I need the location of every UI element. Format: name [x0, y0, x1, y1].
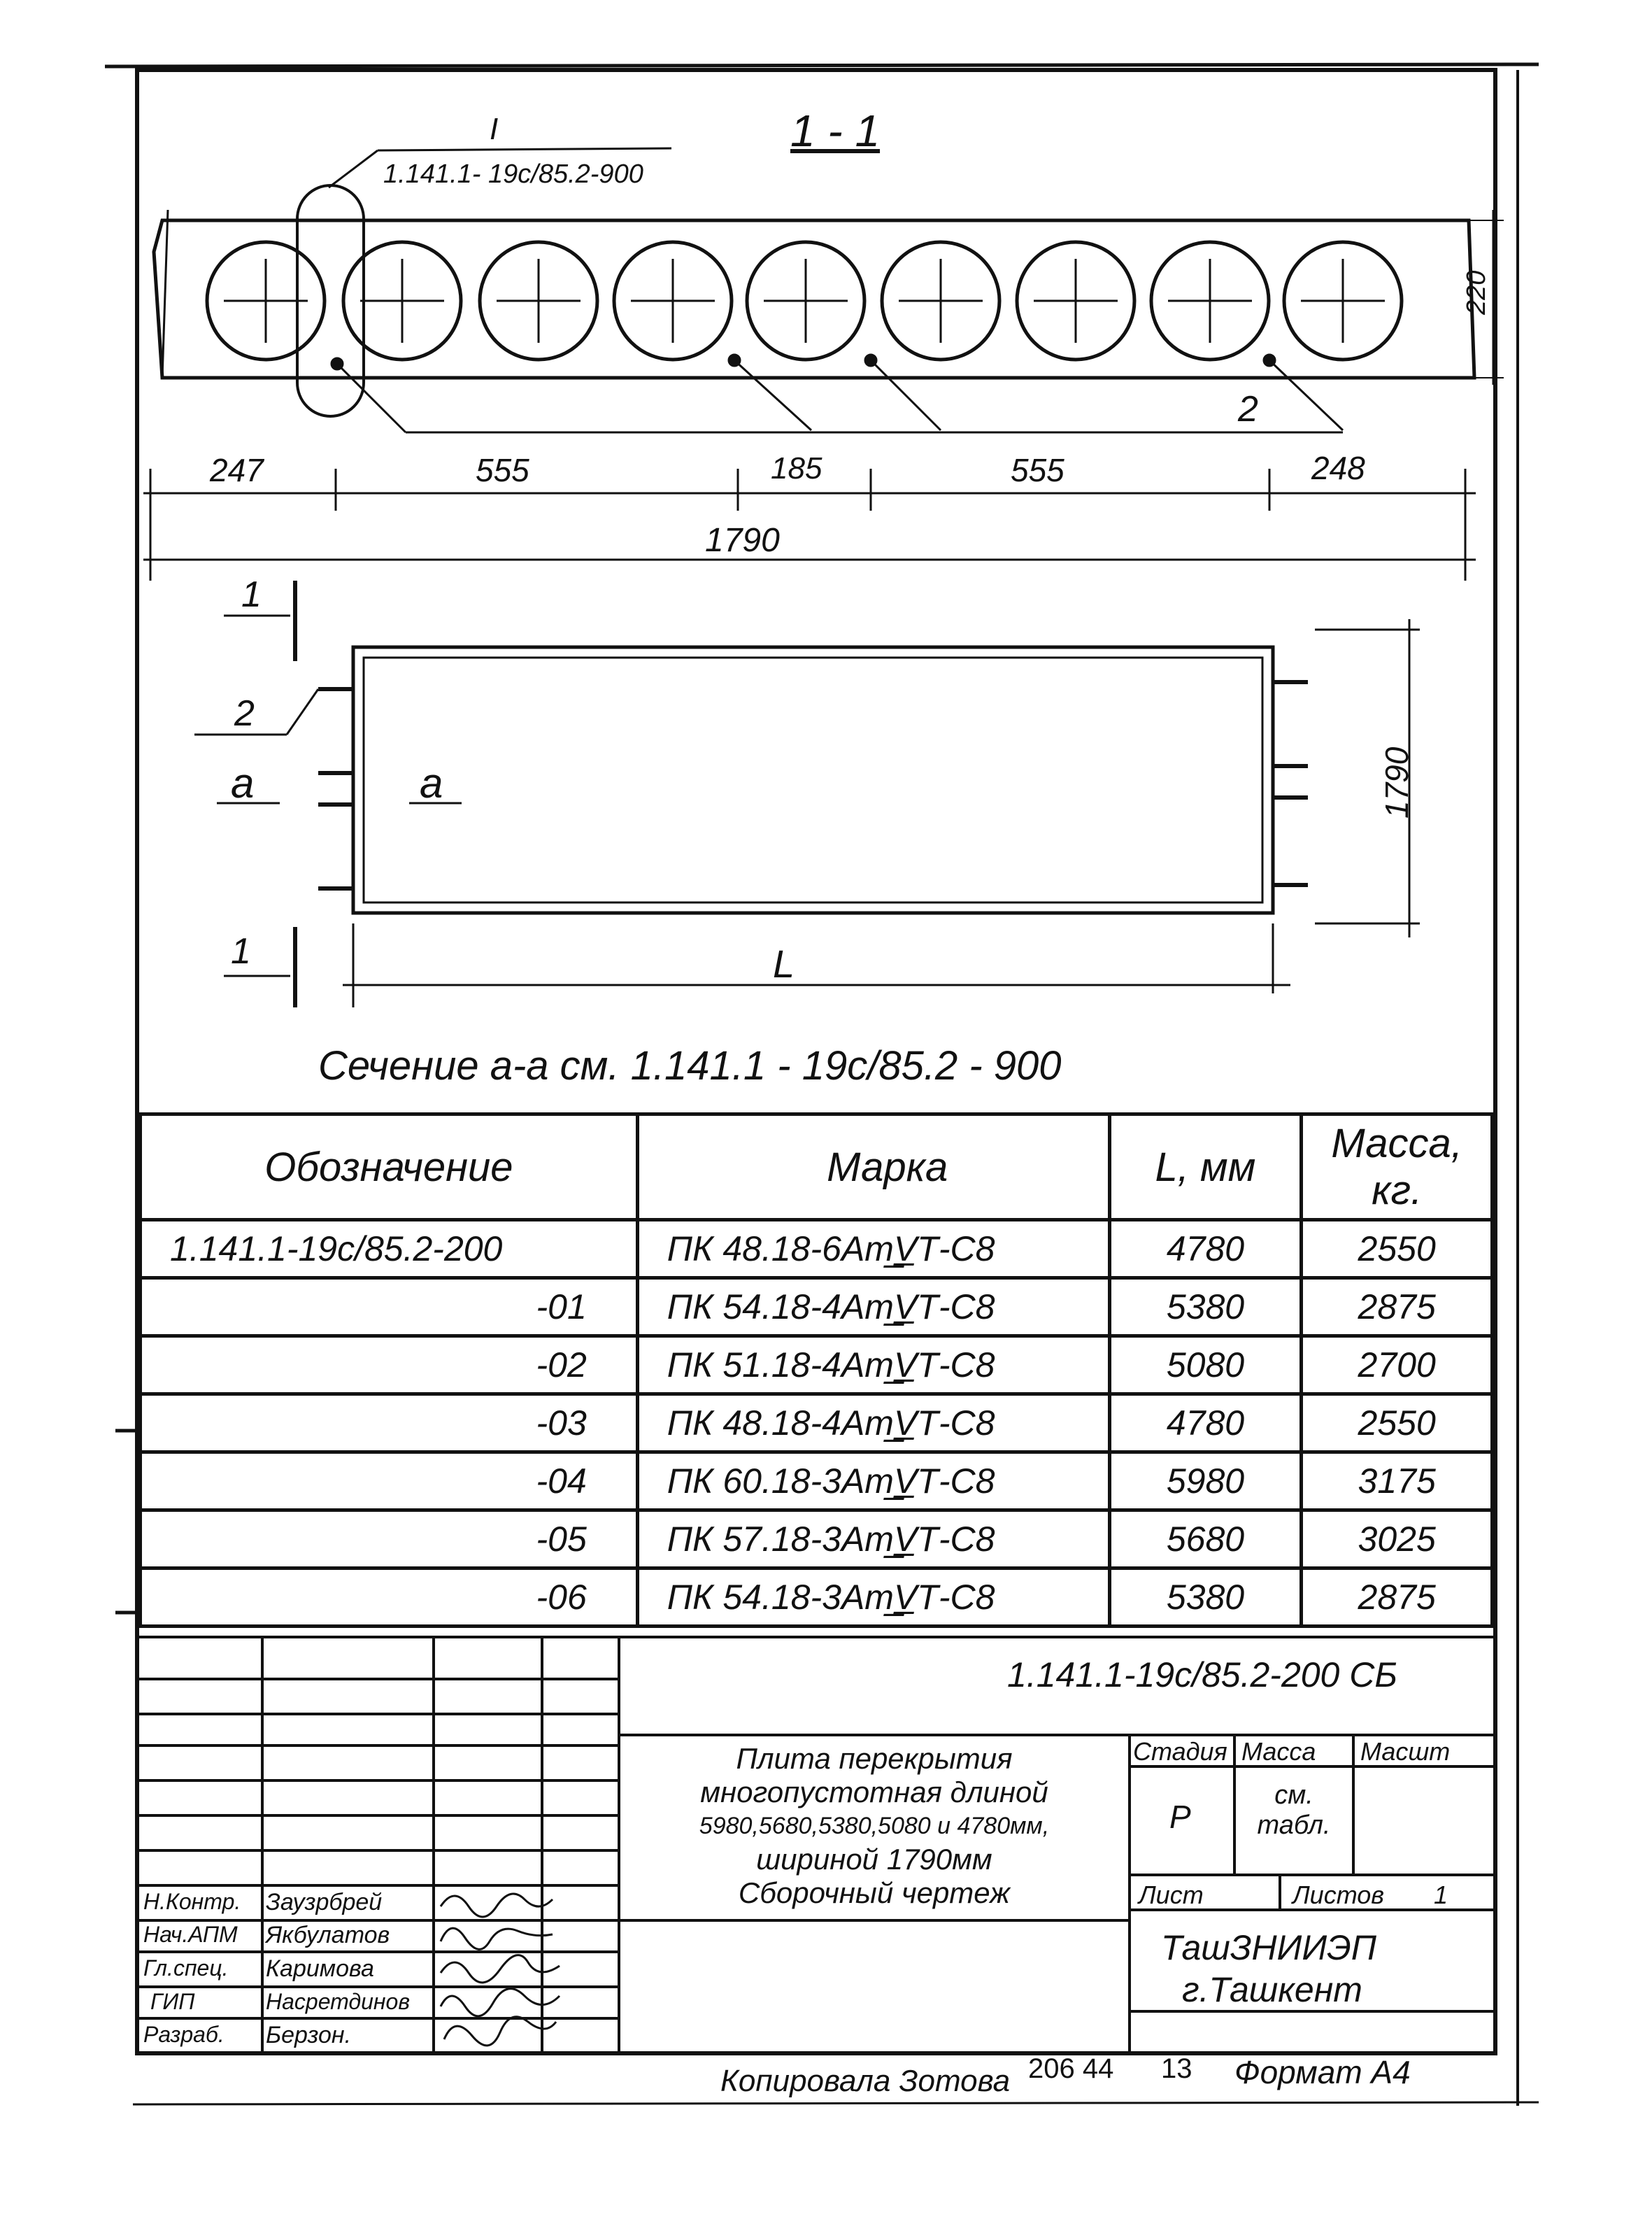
row-mark: ПК 60.18-3Ат̲V̲Т-С8	[637, 1452, 1109, 1510]
format-label: Формат А4	[1234, 2054, 1411, 2090]
row-length: 5680	[1109, 1510, 1302, 1568]
doc-code: 1.141.1-19с/85.2-200 СБ	[1007, 1655, 1397, 1694]
doc-title-line: Плита перекрытия	[736, 1742, 1013, 1775]
signer-role: Разраб.	[143, 2022, 225, 2047]
mass-label: Масса	[1241, 1737, 1316, 1766]
row-mass: 2550	[1302, 1220, 1493, 1278]
section-a-right: а	[420, 760, 443, 807]
row-length: 4780	[1109, 1220, 1302, 1278]
signer-name: Каримова	[266, 1955, 374, 1982]
doc-title-line: многопустотная длиной	[700, 1776, 1048, 1808]
row-code: -02	[141, 1336, 638, 1394]
signature-2	[441, 1928, 553, 1949]
row-code: -06	[141, 1568, 638, 1627]
row-mark: ПК 57.18-3Ат̲V̲Т-С8	[637, 1510, 1109, 1568]
sheets-value: 1	[1434, 1881, 1448, 1909]
signer-role: Н.Контр.	[143, 1889, 241, 1914]
dim-total: 1790	[705, 522, 780, 559]
row-mark: ПК 48.18-6Ат̲V̲Т-С8	[637, 1220, 1109, 1278]
copied-by: Копировала Зотова	[720, 2064, 1011, 2098]
org-name: ТашЗНИИЭП	[1161, 1928, 1377, 1967]
row-code: 1.141.1-19с/85.2-200	[141, 1220, 638, 1278]
sheets-label: Листов	[1293, 1881, 1385, 1909]
doc-title-line: шириной 1790мм	[756, 1843, 992, 1876]
signer-name: Берзон.	[266, 2022, 352, 2048]
mass-value: см. табл.	[1257, 1780, 1331, 1840]
row-mass: 2550	[1302, 1394, 1493, 1452]
footer-number-1: 206 44	[1028, 2053, 1114, 2084]
node-ref-code: 1.141.1- 19с/85.2-900	[383, 160, 643, 189]
row-mark: ПК 51.18-4Ат̲V̲Т-С8	[637, 1336, 1109, 1394]
row-mass: 3175	[1302, 1452, 1493, 1510]
signature-4	[441, 1989, 560, 2016]
doc-title-line: Сборочный чертеж	[738, 1876, 1011, 1909]
doc-title-line: 5980,5680,5380,5080 и 4780мм,	[699, 1813, 1050, 1839]
signer-role: ГИП	[150, 1989, 195, 2014]
section-a-left: а	[231, 760, 255, 807]
org-city: г.Ташкент	[1182, 1970, 1362, 2009]
row-code: -04	[141, 1452, 638, 1510]
plan-length: L	[773, 942, 795, 986]
section-note: Сечение а-а см. 1.141.1 - 19с/85.2 - 900	[318, 1043, 1062, 1089]
row-code: -03	[141, 1394, 638, 1452]
plan-width: 1790	[1379, 746, 1415, 819]
scale-label: Масшт	[1360, 1737, 1451, 1766]
signer-role: Нач.АПМ	[143, 1922, 238, 1947]
footer-number-2: 13	[1161, 2053, 1192, 2084]
row-length: 4780	[1109, 1394, 1302, 1452]
signature-3	[441, 1955, 560, 1983]
row-mark: ПК 54.18-4Ат̲V̲Т-С8	[637, 1278, 1109, 1336]
row-mass: 2875	[1302, 1278, 1493, 1336]
node-label: I	[490, 112, 499, 146]
cut-mark-top: 1	[241, 574, 262, 615]
signer-name: Насретдинов	[266, 1989, 411, 2014]
section-title: 1 - 1	[790, 106, 881, 156]
header-designation: Обозначение	[141, 1114, 638, 1220]
row-length: 5080	[1109, 1336, 1302, 1394]
sheet-label: Лист	[1139, 1881, 1204, 1909]
header-length: L, мм	[1109, 1114, 1302, 1220]
row-length: 5980	[1109, 1452, 1302, 1510]
row-mass: 3025	[1302, 1510, 1493, 1568]
dim-555-right: 555	[1011, 452, 1064, 488]
cut-mark-bottom: 1	[231, 931, 251, 972]
row-length: 5380	[1109, 1568, 1302, 1627]
header-mark: Марка	[637, 1114, 1109, 1220]
row-code: -05	[141, 1510, 638, 1568]
dim-248: 248	[1311, 450, 1365, 486]
signature-1	[441, 1894, 553, 1917]
row-length: 5380	[1109, 1278, 1302, 1336]
stage-value: Р	[1169, 1799, 1191, 1835]
mark-2-label: 2	[234, 693, 255, 734]
row-mass: 2875	[1302, 1568, 1493, 1627]
header-mass: Масса, кг.	[1302, 1114, 1493, 1220]
row-mark: ПК 54.18-3Ат̲V̲Т-С8	[637, 1568, 1109, 1627]
callout-2-label: 2	[1238, 389, 1258, 430]
signer-name: Якбулатов	[266, 1922, 390, 1948]
row-code: -01	[141, 1278, 638, 1336]
dim-555-left: 555	[476, 452, 529, 488]
signer-name: Заузрбрей	[266, 1889, 383, 1915]
row-mark: ПК 48.18-4Ат̲V̲Т-С8	[637, 1394, 1109, 1452]
row-mass: 2700	[1302, 1336, 1493, 1394]
signature-5	[444, 2017, 556, 2046]
dim-185: 185	[771, 451, 823, 486]
dim-247: 247	[210, 452, 264, 488]
height-dimension: 220	[1462, 270, 1491, 315]
stage-label: Стадия	[1133, 1737, 1227, 1766]
signer-role: Гл.спец.	[143, 1955, 229, 1981]
